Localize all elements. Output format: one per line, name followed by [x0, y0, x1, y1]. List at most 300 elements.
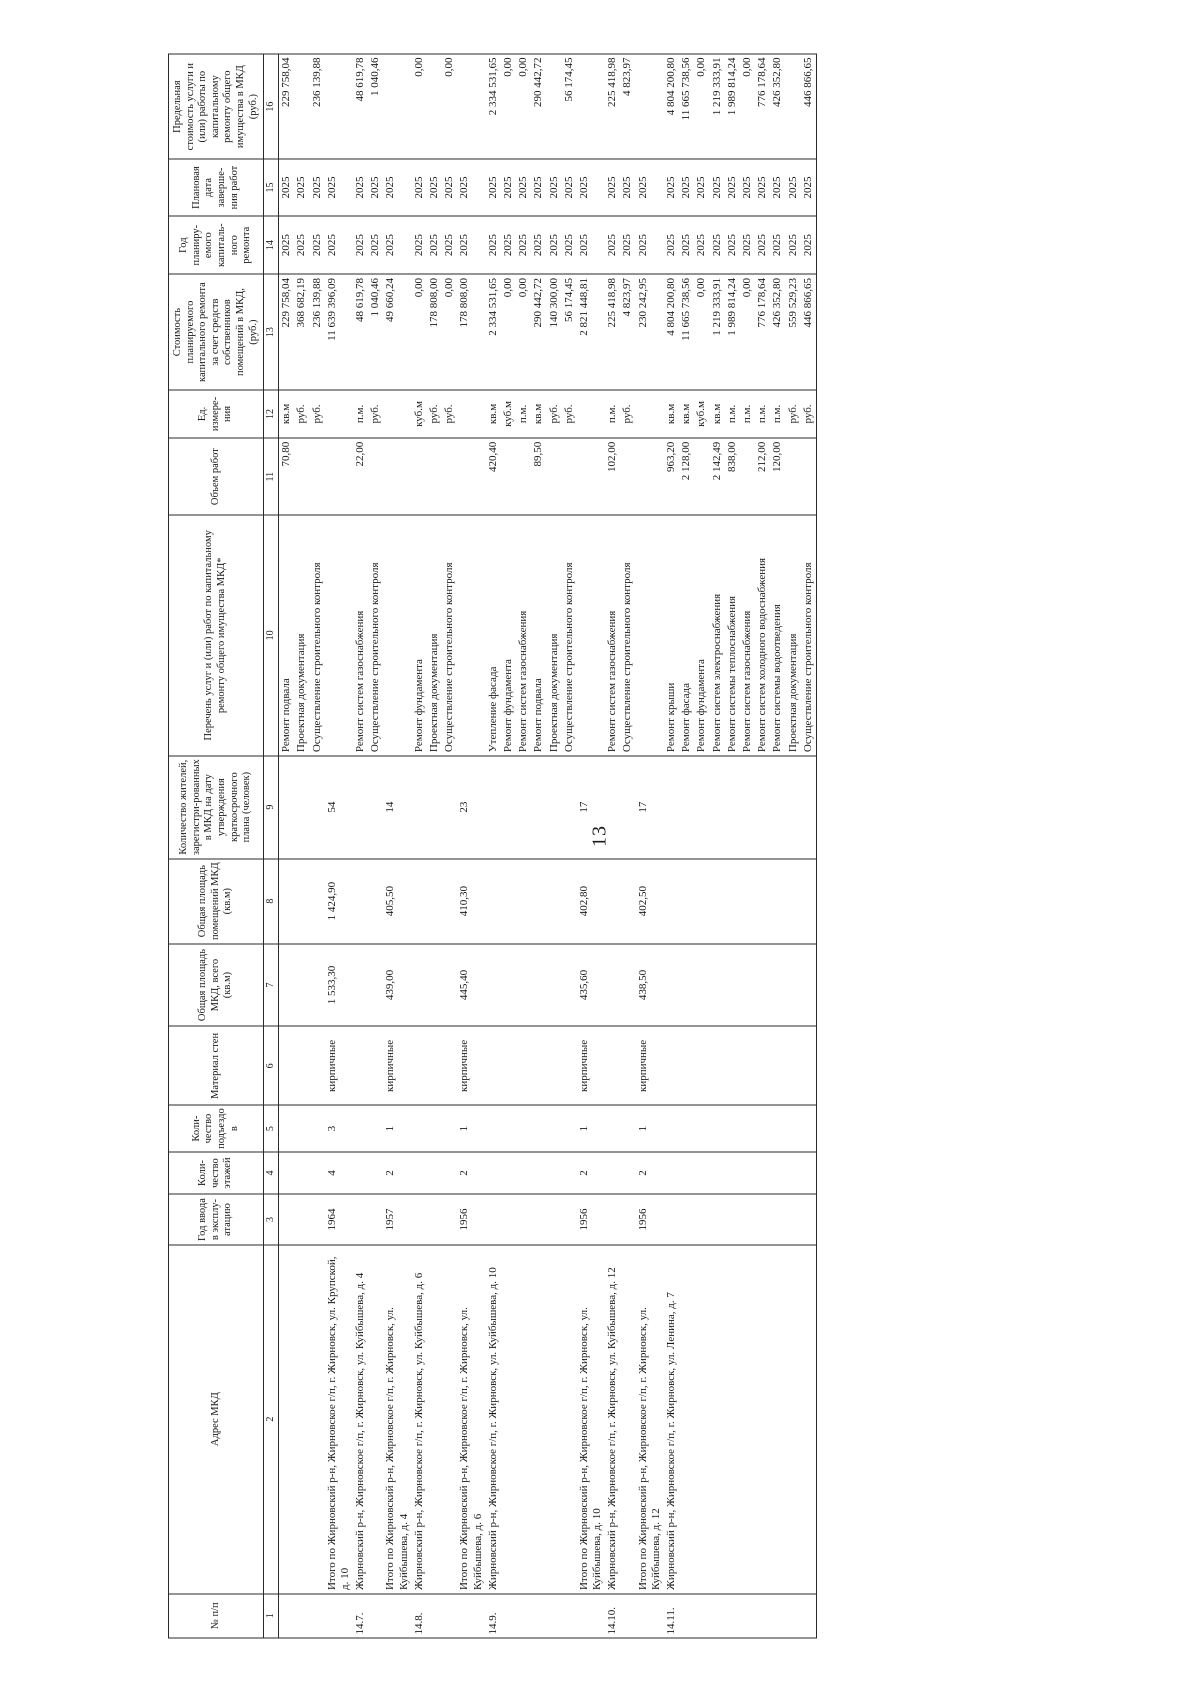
address-cell: Жирновский р-н, Жирновское г/п, г. Жирновск, ул. Куйбышева, д. 10 [486, 1245, 501, 1594]
repair-year-cell: 2025 [620, 216, 635, 275]
year-built-cell [755, 1194, 770, 1245]
work-type-cell: Проектная документация [547, 515, 562, 756]
address-cell [710, 1245, 725, 1594]
residents-cell [740, 756, 755, 859]
entrances-cell [279, 1105, 295, 1151]
repair-cost-cell: 11 639 396,09 [325, 274, 353, 389]
year-built-cell [368, 1194, 383, 1245]
unit-cell: кв.м [679, 390, 694, 439]
entrances-cell [755, 1105, 770, 1151]
repair-cost-cell: 178 808,00 [457, 274, 485, 389]
unit-cell: руб. [547, 390, 562, 439]
entrances-cell [501, 1105, 516, 1151]
address-cell: Итого по Жирновский р-н, Жирновское г/п, г. Жирновск, ул. Куйбышева, д. 12 [636, 1245, 664, 1594]
work-type-cell: Ремонт систем газоснабжения [605, 515, 620, 756]
wall-material-cell [486, 1026, 501, 1105]
repair-cost-cell: 559 529,23 [786, 274, 801, 389]
rooms-area-cell [786, 859, 801, 944]
address-cell [755, 1245, 770, 1594]
wall-material-cell [310, 1026, 325, 1105]
total-area-cell [310, 944, 325, 1027]
entrances-cell: 1 [636, 1105, 664, 1151]
address-cell: Жирновский р-н, Жирновское г/п, г. Жирновск, ул. Куйбышева, д. 12 [605, 1245, 620, 1594]
limit-cost-cell: 776 178,64 [755, 54, 770, 159]
repair-cost-cell: 0,00 [740, 274, 755, 389]
work-type-cell: Осуществление строительного контроля [310, 515, 325, 756]
house-row [412, 54, 427, 1638]
rooms-area-cell [664, 859, 679, 944]
address-cell [279, 1245, 295, 1594]
limit-cost-cell [636, 54, 664, 159]
header-cell: Объем работ [169, 438, 264, 515]
total-row [577, 54, 605, 1638]
repair-cost-cell: 225 418,98 [605, 274, 620, 389]
work-type-cell [383, 515, 411, 756]
address-cell [786, 1245, 801, 1594]
unit-cell [457, 390, 485, 439]
unit-cell: руб. [427, 390, 442, 439]
row-number-cell [755, 1594, 770, 1638]
work-row [710, 54, 725, 1638]
work-type-cell: Осуществление строительного контроля [620, 515, 635, 756]
wall-material-cell [605, 1026, 620, 1105]
work-volume-cell: 70,80 [279, 438, 295, 515]
rooms-area-cell [710, 859, 725, 944]
work-volume-cell: 22,00 [353, 438, 368, 515]
work-row [531, 54, 546, 1638]
work-type-cell [577, 515, 605, 756]
work-type-cell: Проектная документация [427, 515, 442, 756]
completion-date-cell: 2025 [516, 159, 531, 216]
residents-cell [442, 756, 457, 859]
wall-material-cell [412, 1026, 427, 1105]
repair-cost-cell: 11 665 738,56 [679, 274, 694, 389]
floors-cell [725, 1152, 740, 1194]
wall-material-cell [770, 1026, 785, 1105]
residents-cell [486, 756, 501, 859]
total-area-cell [294, 944, 309, 1027]
rooms-area-cell [770, 859, 785, 944]
residents-cell [770, 756, 785, 859]
year-built-cell [442, 1194, 457, 1245]
row-number-cell [294, 1594, 309, 1638]
total-area-cell [427, 944, 442, 1027]
floors-cell [710, 1152, 725, 1194]
total-area-cell: 439,00 [383, 944, 411, 1027]
total-area-cell [679, 944, 694, 1027]
work-row [694, 54, 709, 1638]
repair-cost-cell: 0,00 [694, 274, 709, 389]
row-number-cell [801, 1594, 817, 1638]
entrances-cell [725, 1105, 740, 1151]
total-area-cell: 445,40 [457, 944, 485, 1027]
row-number-cell [636, 1594, 664, 1638]
floors-cell [694, 1152, 709, 1194]
limit-cost-cell [577, 54, 605, 159]
year-built-cell [294, 1194, 309, 1245]
completion-date-cell: 2025 [353, 159, 368, 216]
address-cell [531, 1245, 546, 1594]
total-area-cell: 1 533,30 [325, 944, 353, 1027]
floors-cell [786, 1152, 801, 1194]
total-area-cell [531, 944, 546, 1027]
unit-cell: п.м. [353, 390, 368, 439]
header-row [169, 54, 264, 1638]
residents-cell [547, 756, 562, 859]
total-area-cell [368, 944, 383, 1027]
total-area-cell [486, 944, 501, 1027]
repair-cost-cell: 776 178,64 [755, 274, 770, 389]
row-number-cell [740, 1594, 755, 1638]
address-cell [427, 1245, 442, 1594]
residents-cell [694, 756, 709, 859]
total-area-cell [755, 944, 770, 1027]
column-number: 5 [264, 1105, 279, 1151]
work-volume-cell [457, 438, 485, 515]
wall-material-cell [427, 1026, 442, 1105]
work-row [516, 54, 531, 1638]
floors-cell [442, 1152, 457, 1194]
completion-date-cell: 2025 [801, 159, 817, 216]
work-volume-cell [740, 438, 755, 515]
repair-cost-cell: 0,00 [516, 274, 531, 389]
repair-year-cell: 2025 [725, 216, 740, 275]
entrances-cell [353, 1105, 368, 1151]
repair-cost-cell: 140 300,00 [547, 274, 562, 389]
repair-cost-cell: 49 660,24 [383, 274, 411, 389]
address-cell: Итого по Жирновский р-н, Жирновское г/п, г. Жирновск, ул. Крупской, д. 10 [325, 1245, 353, 1594]
rooms-area-cell: 405,50 [383, 859, 411, 944]
work-volume-cell [368, 438, 383, 515]
address-cell [501, 1245, 516, 1594]
floors-cell [740, 1152, 755, 1194]
wall-material-cell [620, 1026, 635, 1105]
repair-cost-cell: 0,00 [442, 274, 457, 389]
address-cell: Итого по Жирновский р-н, Жирновское г/п, г. Жирновск, ул. Куйбышева, д. 6 [457, 1245, 485, 1594]
unit-cell: куб.м [694, 390, 709, 439]
work-row [501, 54, 516, 1638]
wall-material-cell [294, 1026, 309, 1105]
floors-cell [516, 1152, 531, 1194]
limit-cost-cell: 0,00 [740, 54, 755, 159]
repair-cost-cell: 48 619,78 [353, 274, 368, 389]
work-type-cell: Осуществление строительного контроля [368, 515, 383, 756]
address-cell [801, 1245, 817, 1594]
year-built-cell [279, 1194, 295, 1245]
wall-material-cell [516, 1026, 531, 1105]
address-cell [294, 1245, 309, 1594]
address-cell [442, 1245, 457, 1594]
rooms-area-cell: 402,80 [577, 859, 605, 944]
work-volume-cell [294, 438, 309, 515]
floors-cell: 4 [325, 1152, 353, 1194]
limit-cost-cell [786, 54, 801, 159]
repair-year-cell: 2025 [310, 216, 325, 275]
repair-cost-cell: 446 866,65 [801, 274, 817, 389]
row-number-cell [457, 1594, 485, 1638]
wall-material-cell [279, 1026, 295, 1105]
work-type-cell: Проектная документация [294, 515, 309, 756]
limit-cost-cell: 1 040,46 [368, 54, 383, 159]
entrances-cell [679, 1105, 694, 1151]
limit-cost-cell [547, 54, 562, 159]
unit-cell: руб. [801, 390, 817, 439]
header-cell: Материал стен [169, 1026, 264, 1105]
repair-year-cell: 2025 [325, 216, 353, 275]
repair-year-cell: 2025 [547, 216, 562, 275]
work-type-cell: Ремонт систем газоснабжения [740, 515, 755, 756]
header-cell: Предельная стоимость услуги и (или) работы по капитальному ремонту общего имущества в МКД (руб.) [169, 54, 264, 159]
floors-cell [755, 1152, 770, 1194]
rooms-area-cell [801, 859, 817, 944]
floors-cell: 2 [457, 1152, 485, 1194]
year-built-cell [710, 1194, 725, 1245]
total-area-cell [516, 944, 531, 1027]
column-number: 6 [264, 1026, 279, 1105]
house-row [605, 54, 620, 1638]
work-volume-cell [801, 438, 817, 515]
column-number: 4 [264, 1152, 279, 1194]
header-cell: Ед. измере-ния [169, 390, 264, 439]
row-number-cell: 14.8. [412, 1594, 427, 1638]
unit-cell: куб.м [412, 390, 427, 439]
work-type-cell: Осуществление строительного контроля [801, 515, 817, 756]
address-cell [368, 1245, 383, 1594]
header-cell: Количество жителей, зарегистри-рованных в МКД на дату утверждения краткосрочного плана (человек) [169, 756, 264, 859]
year-built-cell [694, 1194, 709, 1245]
floors-cell [486, 1152, 501, 1194]
rooms-area-cell [694, 859, 709, 944]
repair-cost-cell: 56 174,45 [562, 274, 577, 389]
limit-cost-cell [325, 54, 353, 159]
total-area-cell [770, 944, 785, 1027]
unit-cell: п.м. [605, 390, 620, 439]
wall-material-cell [664, 1026, 679, 1105]
limit-cost-cell [427, 54, 442, 159]
header-cell: Адрес МКД [169, 1245, 264, 1594]
residents-cell [294, 756, 309, 859]
total-area-cell [694, 944, 709, 1027]
residents-cell [501, 756, 516, 859]
completion-date-cell: 2025 [770, 159, 785, 216]
address-cell: Итого по Жирновский р-н, Жирновское г/п, г. Жирновск, ул. Куйбышева, д. 4 [383, 1245, 411, 1594]
work-volume-cell [501, 438, 516, 515]
floors-cell: 2 [577, 1152, 605, 1194]
completion-date-cell: 2025 [740, 159, 755, 216]
work-volume-cell [427, 438, 442, 515]
row-number-cell [679, 1594, 694, 1638]
limit-cost-cell: 290 442,72 [531, 54, 546, 159]
work-row [368, 54, 383, 1638]
limit-cost-cell: 225 418,98 [605, 54, 620, 159]
house-row [664, 54, 679, 1638]
header-cell: Год планиру-емого капиталь-ного ремонта [169, 216, 264, 275]
column-number: 7 [264, 944, 279, 1027]
total-area-cell [801, 944, 817, 1027]
rooms-area-cell [740, 859, 755, 944]
entrances-cell [294, 1105, 309, 1151]
rooms-area-cell [725, 859, 740, 944]
rooms-area-cell: 1 424,90 [325, 859, 353, 944]
wall-material-cell [353, 1026, 368, 1105]
row-number-cell [725, 1594, 740, 1638]
residents-cell [679, 756, 694, 859]
work-type-cell: Ремонт подвала [279, 515, 295, 756]
header-cell: Общая площадь помещений МКД (кв.м) [169, 859, 264, 944]
column-number: 3 [264, 1194, 279, 1245]
repair-year-cell: 2025 [516, 216, 531, 275]
column-number-row [264, 54, 279, 1638]
column-number: 16 [264, 54, 279, 159]
repair-year-cell: 2025 [531, 216, 546, 275]
work-row [294, 54, 309, 1638]
limit-cost-cell: 0,00 [412, 54, 427, 159]
residents-cell [605, 756, 620, 859]
table-body [279, 54, 817, 1638]
work-type-cell: Ремонт фасада [679, 515, 694, 756]
work-volume-cell [620, 438, 635, 515]
work-type-cell: Ремонт подвала [531, 515, 546, 756]
total-area-cell [740, 944, 755, 1027]
address-cell [547, 1245, 562, 1594]
capital-repair-table-sheet [168, 54, 1098, 1639]
work-type-cell: Осуществление строительного контроля [562, 515, 577, 756]
repair-cost-cell: 0,00 [501, 274, 516, 389]
entrances-cell [786, 1105, 801, 1151]
repair-year-cell: 2025 [679, 216, 694, 275]
completion-date-cell: 2025 [679, 159, 694, 216]
year-built-cell: 1956 [577, 1194, 605, 1245]
row-number-cell [501, 1594, 516, 1638]
work-type-cell [636, 515, 664, 756]
rooms-area-cell: 402,50 [636, 859, 664, 944]
completion-date-cell: 2025 [562, 159, 577, 216]
repair-year-cell: 2025 [442, 216, 457, 275]
unit-cell: кв.м [531, 390, 546, 439]
year-built-cell [620, 1194, 635, 1245]
column-number: 9 [264, 756, 279, 859]
year-built-cell [740, 1194, 755, 1245]
header-cell: № п/п [169, 1594, 264, 1638]
year-built-cell [501, 1194, 516, 1245]
limit-cost-cell [383, 54, 411, 159]
limit-cost-cell: 1 989 814,24 [725, 54, 740, 159]
work-type-cell: Ремонт систем электроснабжения [710, 515, 725, 756]
work-row [740, 54, 755, 1638]
work-volume-cell [786, 438, 801, 515]
house-row [486, 54, 501, 1638]
address-cell: Жирновский р-н, Жирновское г/п, г. Жирновск, ул. Куйбышева, д. 4 [353, 1245, 368, 1594]
row-number-cell [786, 1594, 801, 1638]
limit-cost-cell: 4 823,97 [620, 54, 635, 159]
repair-year-cell: 2025 [353, 216, 368, 275]
unit-cell: куб.м [501, 390, 516, 439]
wall-material-cell [501, 1026, 516, 1105]
work-row [427, 54, 442, 1638]
floors-cell [679, 1152, 694, 1194]
row-number-cell [516, 1594, 531, 1638]
work-volume-cell: 2 142,49 [710, 438, 725, 515]
wall-material-cell: кирпичные [636, 1026, 664, 1105]
repair-year-cell: 2025 [801, 216, 817, 275]
unit-cell: кв.м [279, 390, 295, 439]
residents-cell [801, 756, 817, 859]
completion-date-cell: 2025 [694, 159, 709, 216]
repair-year-cell: 2025 [636, 216, 664, 275]
year-built-cell [679, 1194, 694, 1245]
entrances-cell [740, 1105, 755, 1151]
entrances-cell [531, 1105, 546, 1151]
year-built-cell [486, 1194, 501, 1245]
repair-cost-cell: 230 242,95 [636, 274, 664, 389]
wall-material-cell [710, 1026, 725, 1105]
repair-cost-cell: 229 758,04 [279, 274, 295, 389]
repair-cost-cell: 1 040,46 [368, 274, 383, 389]
limit-cost-cell [457, 54, 485, 159]
repair-cost-cell: 290 442,72 [531, 274, 546, 389]
work-volume-cell [694, 438, 709, 515]
unit-cell: п.м. [740, 390, 755, 439]
row-number-cell: 14.11. [664, 1594, 679, 1638]
total-area-cell [279, 944, 295, 1027]
completion-date-cell: 2025 [725, 159, 740, 216]
unit-cell: руб. [310, 390, 325, 439]
work-volume-cell [383, 438, 411, 515]
residents-cell: 23 [457, 756, 485, 859]
residents-cell: 17 [577, 756, 605, 859]
entrances-cell [310, 1105, 325, 1151]
work-row [310, 54, 325, 1638]
completion-date-cell: 2025 [325, 159, 353, 216]
work-type-cell: Ремонт системы водоотведения [770, 515, 785, 756]
floors-cell [620, 1152, 635, 1194]
header-cell: Плановая дата заверше-ния работ [169, 159, 264, 216]
work-volume-cell: 838,00 [725, 438, 740, 515]
completion-date-cell: 2025 [368, 159, 383, 216]
wall-material-cell [442, 1026, 457, 1105]
residents-cell [427, 756, 442, 859]
wall-material-cell [694, 1026, 709, 1105]
work-type-cell [457, 515, 485, 756]
column-number: 14 [264, 216, 279, 275]
work-row [442, 54, 457, 1638]
repair-year-cell: 2025 [427, 216, 442, 275]
work-row [755, 54, 770, 1638]
work-type-cell: Ремонт системы теплоснабжения [725, 515, 740, 756]
rooms-area-cell [486, 859, 501, 944]
completion-date-cell: 2025 [427, 159, 442, 216]
limit-cost-cell: 56 174,45 [562, 54, 577, 159]
address-cell [620, 1245, 635, 1594]
work-row [547, 54, 562, 1638]
work-type-cell: Проектная документация [786, 515, 801, 756]
rooms-area-cell [755, 859, 770, 944]
row-number-cell [310, 1594, 325, 1638]
year-built-cell [725, 1194, 740, 1245]
work-volume-cell: 102,00 [605, 438, 620, 515]
residents-cell [786, 756, 801, 859]
header-cell: Год ввода в эксплу-атацию [169, 1194, 264, 1245]
work-volume-cell [516, 438, 531, 515]
unit-cell: руб. [442, 390, 457, 439]
row-number-cell [325, 1594, 353, 1638]
repair-cost-cell: 1 219 333,91 [710, 274, 725, 389]
rooms-area-cell [412, 859, 427, 944]
total-area-cell [620, 944, 635, 1027]
residents-cell [562, 756, 577, 859]
work-volume-cell [325, 438, 353, 515]
address-cell [310, 1245, 325, 1594]
